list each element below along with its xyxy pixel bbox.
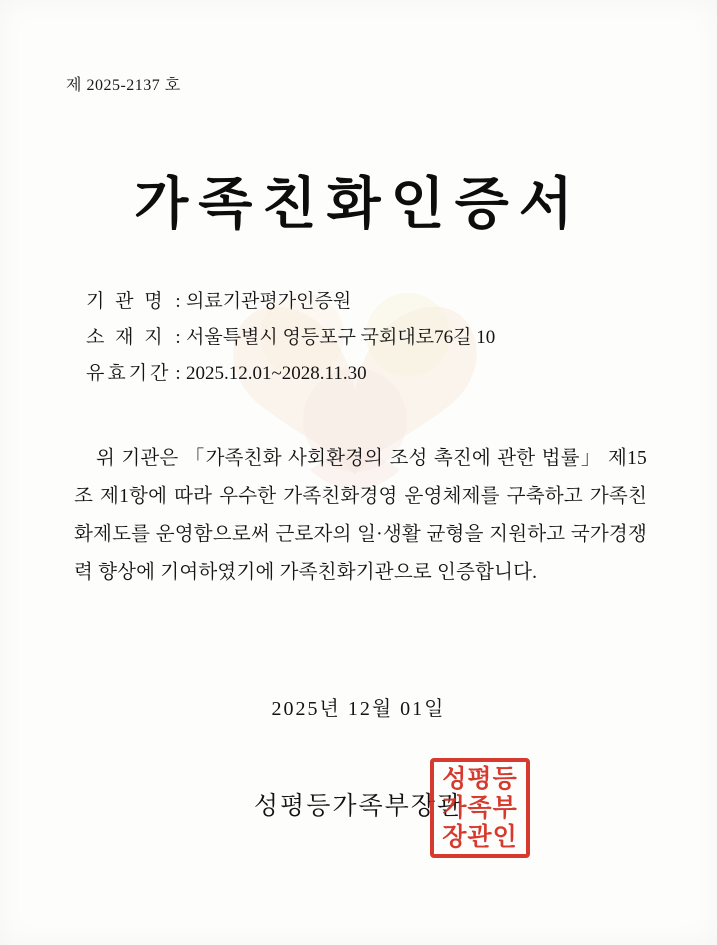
field-colon: : bbox=[175, 291, 181, 312]
body-paragraph-wrap bbox=[74, 440, 647, 592]
official-seal bbox=[430, 758, 530, 858]
field-label-address: 소 재 지 bbox=[86, 327, 166, 348]
issue-date: 2025년 12월 01일 bbox=[271, 698, 446, 720]
signer-wrap bbox=[0, 786, 717, 822]
field-row-address bbox=[86, 320, 495, 356]
seal-line-2: 가족부 bbox=[442, 794, 518, 822]
field-colon: : bbox=[175, 327, 181, 348]
field-value-valid-period: 2025.12.01~2028.11.30 bbox=[186, 363, 367, 384]
field-label-valid-period: 유효기간 bbox=[86, 363, 172, 384]
field-value-organization: 의료기관평가인증원 bbox=[186, 291, 352, 312]
document-number: 제 2025-2137 호 bbox=[66, 77, 181, 94]
signer-title: 성평등가족부장관 bbox=[253, 793, 464, 820]
field-colon: : bbox=[175, 363, 181, 384]
field-label-organization: 기 관 명 bbox=[86, 291, 166, 312]
seal-line-1: 성평등 bbox=[442, 765, 518, 793]
page-title: 가족친화인증서 bbox=[134, 174, 583, 236]
info-fields bbox=[86, 284, 495, 392]
seal-line-3: 장관인 bbox=[442, 823, 518, 851]
body-paragraph: 위 기관은 「가족친화 사회환경의 조성 촉진에 관한 법률」 제15조 제1항에 따라 우수한 가족친화경영 운영체제를 구축하고 가족친화제도를 운영함으로써 근로자의 일·생활 균형을 지원하고 국가경쟁력 향상에 기여하였기에 가족친화기관으로 인증합니다. bbox=[74, 448, 647, 583]
field-row-organization bbox=[86, 284, 495, 320]
field-value-address: 서울특별시 영등포구 국회대로76길 10 bbox=[186, 327, 496, 348]
field-row-valid-period bbox=[86, 356, 495, 392]
